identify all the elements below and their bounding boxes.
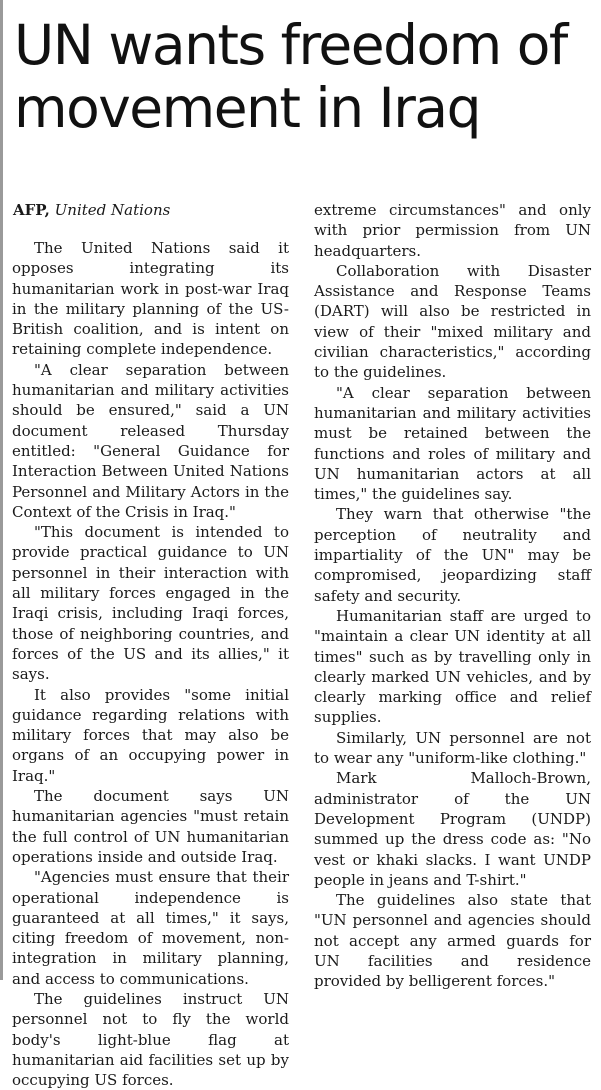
paragraph: Similarly, UN personnel are not to wear any "uniform-like clothing." xyxy=(314,728,591,768)
paragraph: The United Nations said it opposes integrating its humanitarian work in post-war Iraq in the military planning of the US-British coalition, and is intent on retaining complete independence. xyxy=(12,239,289,359)
paragraph: "A clear separation between humanitarian and military activities should be ensured," said a UN document released Thursday entitled: "General Guidance for Interaction Between United Nations Personnel and Military Actors in the Context of the Crisis in Iraq." xyxy=(12,360,289,521)
page-edge-rule xyxy=(0,0,3,980)
paragraph: "A clear separation between humanitarian and military activities must be retained between the functions and roles of military and UN humanitarian actors at all times," the guidelines say. xyxy=(314,383,591,504)
dateline-place: United Nations xyxy=(54,201,171,219)
paragraph: Collaboration with Disaster Assistance and Response Teams (DART) will also be restricted in view of their "mixed military and civilian characteristics," according to the guidelines. xyxy=(314,261,591,382)
article-column-right xyxy=(314,200,591,992)
paragraph: They warn that otherwise "the perception of neutrality and impartiality of the UN" may be compromised, jeopardizing staff safety and security. xyxy=(314,505,591,605)
paragraph: The document says UN humanitarian agencies "must retain the full control of UN humanitarian operations inside and outside Iraq. xyxy=(12,787,289,866)
paragraph: "This document is intended to provide practical guidance to UN personnel in their interaction with all military forces engaged in the Iraqi crisis, including Iraqi forces, those of neighboring countries, and forces of the US and its allies," it says. xyxy=(12,523,289,684)
paragraph: Humanitarian staff are urged to "maintain a clear UN identity at all times" such as by travelling only in clearly marked UN vehicles, and by clearly marking office and relief supplies. xyxy=(314,606,591,727)
paragraph-continuation: extreme circumstances" and only with prior permission from UN headquarters. xyxy=(314,201,591,260)
paragraph: It also provides "some initial guidance regarding relations with military forces that may also be organs of an occupying power in Iraq." xyxy=(12,685,289,785)
paragraph: "Agencies must ensure that their operational independence is guaranteed at all times," it says, citing freedom of movement, non-integration in military planning, and access to communications. xyxy=(12,868,289,988)
paragraph: Mark Malloch-Brown, administrator of the UN Development Program (UNDP) summed up the dress code as: "No vest or khaki slacks. I want UNDP people in jeans and T-shirt." xyxy=(314,769,591,889)
headline: UN wants freedom of movement in Iraq xyxy=(14,13,567,140)
dateline xyxy=(13,199,298,221)
paragraph: The guidelines instruct UN personnel not to fly the world body's light-blue flag at humanitarian aid facilities set up by occupying US forces. xyxy=(12,989,289,1090)
article-column-left xyxy=(12,238,289,1090)
paragraph: The guidelines also state that "UN personnel and agencies should not accept any armed guards for UN facilities and residence provided by belligerent forces." xyxy=(314,891,591,991)
agency-credit: AFP, xyxy=(13,201,50,219)
